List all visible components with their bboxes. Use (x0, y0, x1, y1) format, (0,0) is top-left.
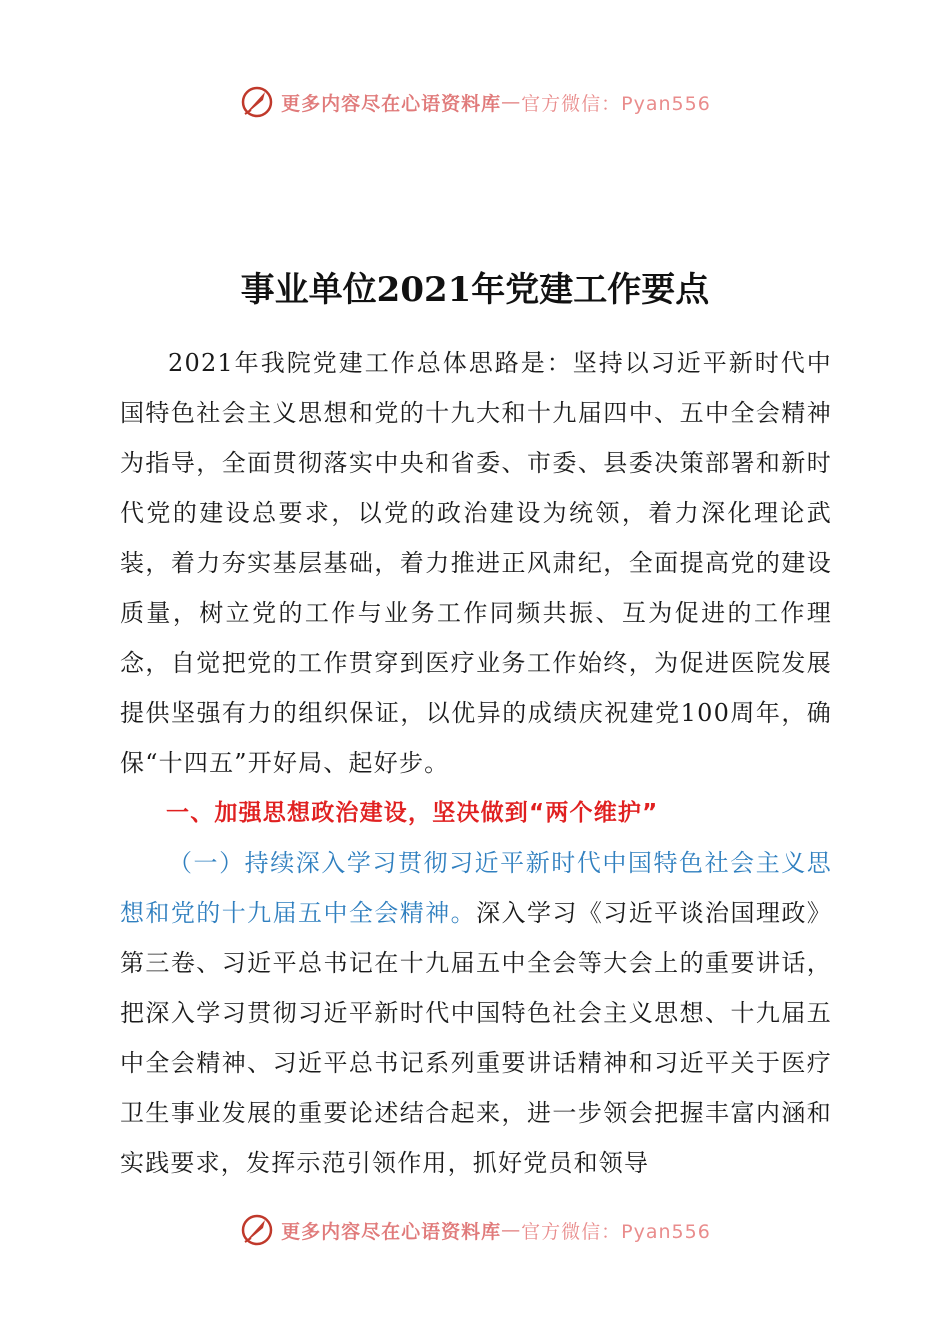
subsection-body-1: 深入学习《习近平谈治国理政》第三卷、习近平总书记在十九届五中全会等大会上的重要讲话，把深入学习贯彻习近平新时代中国特色社会主义思想、十九届五中全会精神、习近平总书记系列重要讲话精神和习近平关于医疗卫生事业发展的重要论述结合起来，进一步领会把握丰富内涵和实践要求，发挥示范引领作用，抓好党员和领导 (120, 899, 832, 1177)
watermark-bottom (0, 1212, 950, 1248)
watermark-contact: 官方微信：Pyan556 (521, 92, 711, 115)
quill-logo-icon (239, 1212, 275, 1248)
watermark-dash: — (501, 1219, 522, 1241)
watermark-contact: 官方微信：Pyan556 (521, 1220, 711, 1243)
watermark-main-text: 更多内容尽在心语资料库 (281, 1220, 502, 1243)
intro-paragraph: 2021年我院党建工作总体思路是：坚持以习近平新时代中国特色社会主义思想和党的十九大和十九届四中、五中全会精神为指导，全面贯彻落实中央和省委、市委、县委决策部署和新时代党的建设总要求，以党的政治建设为统领，着力深化理论武装，着力夯实基层基础，着力推进正风肃纪，全面提高党的建设质量，树立党的工作与业务工作同频共振、互为促进的工作理念，自觉把党的工作贯穿到医疗业务工作始终，为促进医院发展提供坚强有力的组织保证，以优异的成绩庆祝建党100周年，确保“十四五”开好局、起好步。 (120, 349, 832, 777)
watermark-main-text: 更多内容尽在心语资料库 (281, 92, 502, 115)
quill-logo-icon (239, 84, 275, 120)
subsection-paragraph-1 (120, 838, 832, 1188)
section-heading-1: 一、加强思想政治建设，坚决做到“两个维护” (166, 800, 659, 826)
watermark-top (0, 84, 950, 120)
watermark-dash: — (501, 91, 522, 113)
document-title: 事业单位2021年党建工作要点 (240, 270, 710, 310)
document-body (120, 338, 832, 1188)
subsection-title-1: （一）持续深入学习贯彻习近平新时代中国特色社会主义思想和党的十九届五中全会精神。 (120, 849, 832, 927)
